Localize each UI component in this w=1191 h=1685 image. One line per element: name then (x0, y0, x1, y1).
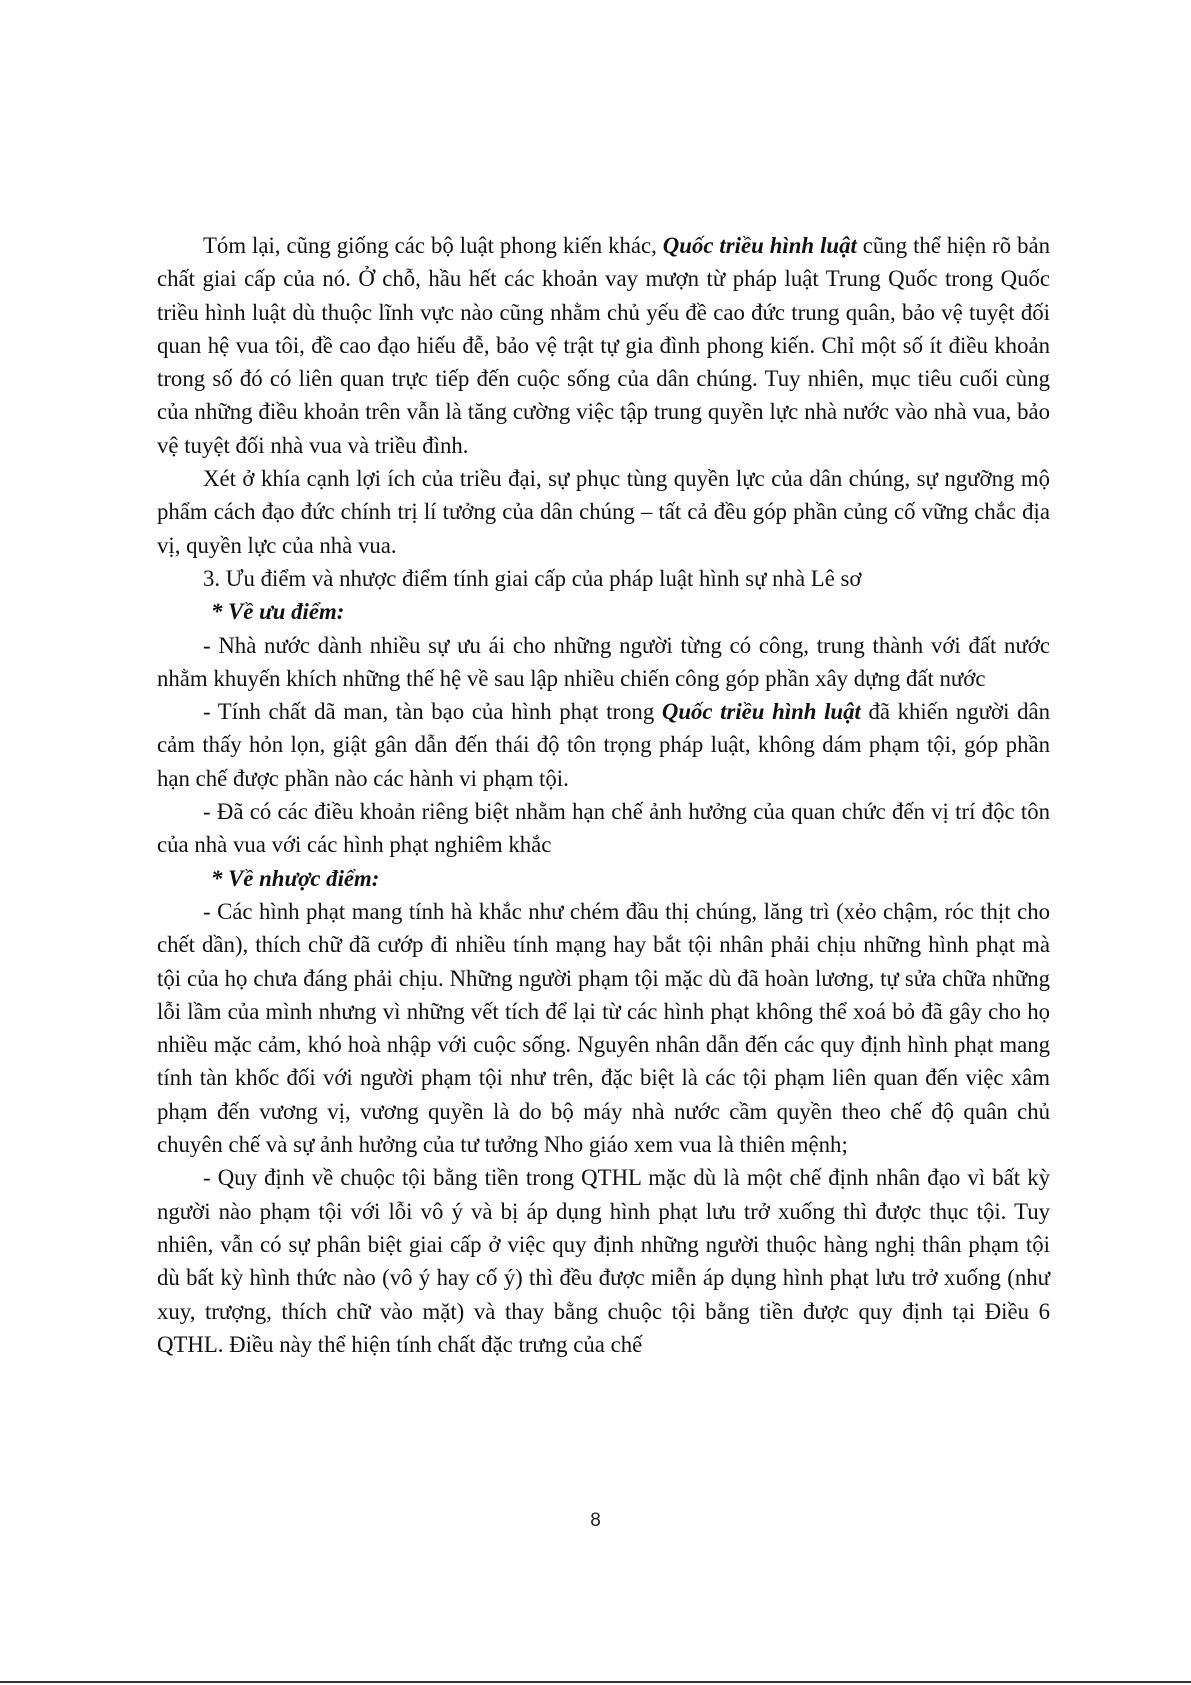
advantage-item-3: - Đã có các điều khoản riêng biệt nhằm hạn chế ảnh hưởng của quan chức đến vị trí độc tôn của nhà vua với các hình phạt nghiêm khắc (157, 799, 1050, 858)
document-body (157, 229, 1050, 1361)
subheading-advantages: * Về ưu điểm: (211, 599, 345, 625)
advantage-item-2-text-1: - Tính chất dã man, tàn bạo của hình phạt trong (203, 699, 662, 725)
bottom-divider (0, 1681, 1191, 1683)
advantage-item-2 (157, 695, 1050, 795)
paragraph-summary (157, 229, 1050, 462)
paragraph-summary-text-1: Tóm lại, cũng giống các bộ luật phong kiến khác, (203, 233, 663, 258)
advantage-item-1: - Nhà nước dành nhiều sự ưu ái cho những người từng có công, trung thành với đất nước nhằm khuyến khích những thế hệ về sau lập nhiều chiến công góp phần xây dựng đất nước (157, 632, 1050, 691)
paragraph-summary-law-title: Quốc triều hình luật (662, 233, 857, 258)
subheading-disadvantages: * Về nhược điểm: (211, 865, 380, 891)
disadvantage-item-2: - Quy định về chuộc tội bằng tiền trong QTHL mặc dù là một chế định nhân đạo vì bất kỳ người nào phạm tội với lỗi vô ý và bị áp dụng hình phạt lưu trở xuống thì được thục tội. Tuy nhiên, vẫn có sự phân biệt giai cấp ở việc quy định những người thuộc hàng nghị thân phạm tội dù bất kỳ hình thức nào (vô ý hay cố ý) thì đều được miễn áp dụng hình phạt lưu trở xuống (như xuy, trượng, thích chữ vào mặt) và thay bằng chuộc tội bằng tiền được quy định tại Điều 6 QTHL. Điều này thể hiện tính chất đặc trưng của chế (157, 1165, 1050, 1357)
advantage-item-2-text-2: đã khiến người dân cảm thấy hỏn lọn, giật gân dẫn đến thái độ tôn trọng pháp luật, không dám phạm tội, góp phần hạn chế được phần nào các hành vi phạm tội. (157, 699, 1050, 791)
page-number: 8 (590, 1510, 601, 1531)
section-heading-3: 3. Ưu điểm và nhược điểm tính giai cấp của pháp luật hình sự nhà Lê sơ (203, 565, 862, 591)
disadvantage-item-1: - Các hình phạt mang tính hà khắc như chém đầu thị chúng, lăng trì (xẻo chậm, róc thịt cho chết dần), thích chữ đã cướp đi nhiều tính mạng hay bắt tội nhân phải chịu những hình phạt mà tội của họ chưa đáng phải chịu. Những người phạm tội mặc dù đã hoàn lương, tự sửa chữa những lỗi lầm của mình nhưng vì những vết tích để lại từ các hình phạt không thể xoá bỏ đã gây cho họ nhiều mặc cảm, khó hoà nhập với cuộc sống. Nguyên nhân dẫn đến các quy định hình phạt mang tính tàn khốc đối với người phạm tội như trên, đặc biệt là các tội phạm liên quan đến việc xâm phạm đến vương vị, vương quyền là do bộ máy nhà nước cầm quyền theo chế độ quân chủ chuyên chế và sự ảnh hưởng của tư tưởng Nho giáo xem vua là thiên mệnh; (157, 898, 1050, 1158)
advantage-item-2-law-title: Quốc triều hình luật (661, 699, 861, 725)
paragraph-dynasty-interest: Xét ở khía cạnh lợi ích của triều đại, sự phục tùng quyền lực của dân chúng, sự ngưỡng mộ phẩm cách đạo đức chính trị lí tưởng của dân chúng – tất cả đều góp phần củng cố vững chắc địa vị, quyền lực của nhà vua. (157, 466, 1050, 558)
paragraph-summary-text-2: cũng thể hiện rõ bản chất giai cấp của nó. Ở chỗ, hầu hết các khoản vay mượn từ pháp luật Trung Quốc trong Quốc triều hình luật dù thuộc lĩnh vực nào cũng nhằm chủ yếu đề cao đức trung quân, bảo vệ tuyệt đối quan hệ vua tôi, đề cao đạo hiếu đễ, bảo vệ trật tự gia đình phong kiến. Chỉ một số ít điều khoản trong số đó có liên quan trực tiếp đến cuộc sống của dân chúng. Tuy nhiên, mục tiêu cuối cùng của những điều khoản trên vẫn là tăng cường việc tập trung quyền lực nhà nước vào nhà vua, bảo vệ tuyệt đối nhà vua và triều đình. (157, 233, 1050, 458)
